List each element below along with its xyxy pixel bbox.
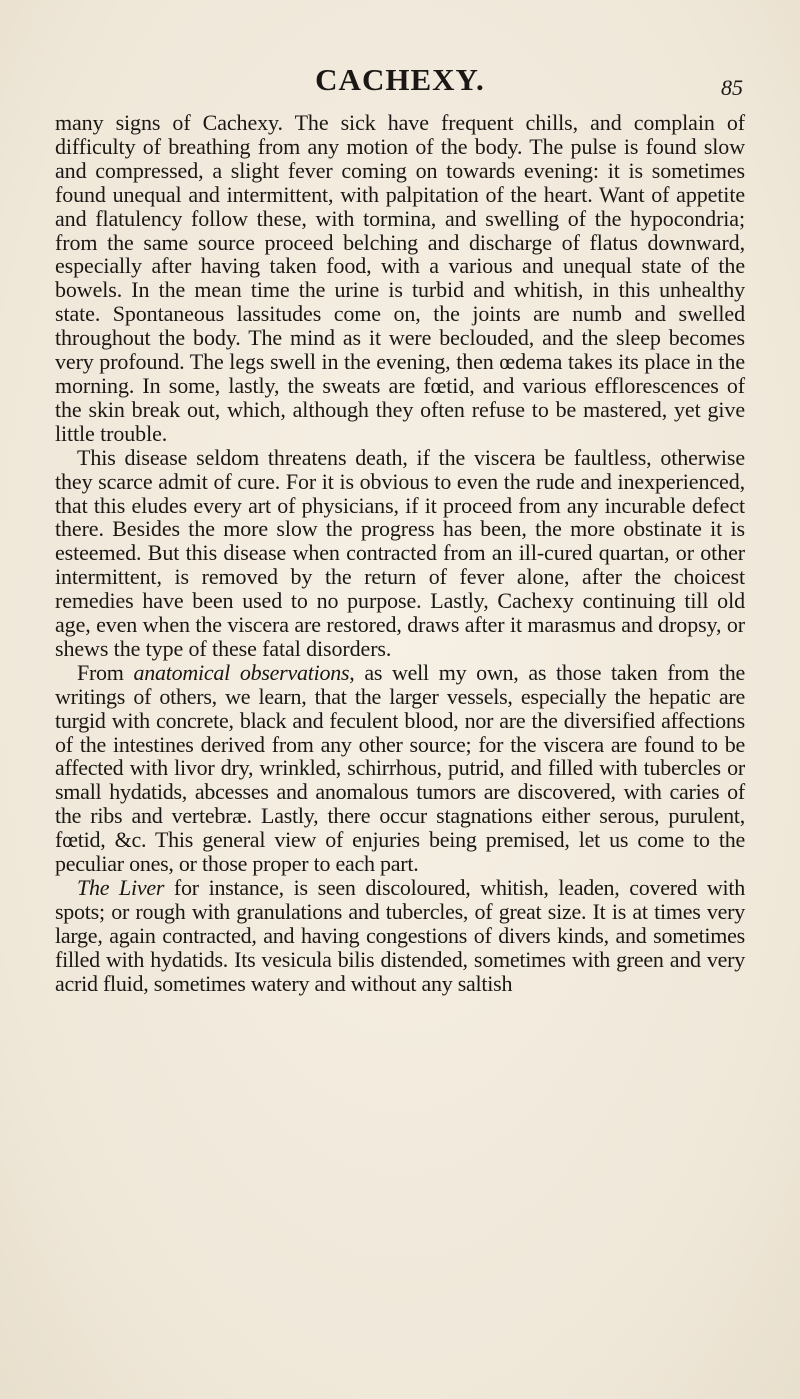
paragraph-3-italic: anatomical observations	[133, 659, 350, 685]
paragraph-4-italic: The Liver	[77, 875, 165, 900]
paragraph-3-lead: From	[77, 659, 134, 685]
running-title: CACHEXY.	[315, 62, 485, 97]
paragraph-2: This disease seldom threatens death, if the viscera be faultless, otherwise they scarce admit of cure. For it is obvious to even the rude and inexperienced, that this eludes every art of physicians, if it proceed from any incurable defect there. Besides the more slow the progress has been, the more obstinate it is esteemed. But this disease when contracted from an ill-cured quartan, or other intermittent, is removed by the return of fever alone, after the choicest remedies have been used to no purpose. Lastly, Cachexy continuing till old age, even when the viscera are restored, draws after it marasmus and dropsy, or shews the type of these fatal disorders.	[55, 444, 745, 661]
paragraph-3-rest: , as well my own, as those taken from the writings of others, we learn, that the larger vessels, especially the hepatic are turgid with concrete, black and feculent blood, nor are the diversified affections of the intestines derived from any other source; for the viscera are found to be affected with livor dry, wrinkled, schirrhous, putrid, and filled with tubercles or small hydatids, abcesses and anomalous tumors are discovered, with caries of the ribs and vertebræ. Lastly, there occur stagnations either serous, purulent, fœtid, &c. This general view of enjuries being premised, let us come to the peculiar ones, or those proper to each part.	[55, 659, 745, 877]
page-number: 85	[721, 75, 743, 100]
body-text	[55, 111, 745, 996]
paragraph-3	[55, 661, 745, 876]
page-header	[0, 60, 800, 100]
paragraph-4	[55, 876, 745, 996]
paragraph-1: many signs of Cachexy. The sick have frequent chills, and complain of difficulty of breathing from any motion of the body. The pulse is found slow and compressed, a slight fever coming on towards evening: it is sometimes found unequal and intermittent, with palpitation of the heart. Want of appetite and flatulency follow these, with tormina, and swelling of the hypocondria; from the same source proceed belching and discharge of flatus downward, especially after having taken food, with a various and unequal state of the bowels. In the mean time the urine is turbid and whitish, in this unhealthy state. Spontaneous lassitudes come on, the joints are numb and swelled throughout the body. The mind as it were beclouded, and the sleep becomes very profound. The legs swell in the evening, then œdema takes its place in the morning. In some, lastly, the sweats are fœtid, and various efflorescences of the skin break out, which, although they often refuse to be mastered, yet give little trouble.	[55, 110, 745, 446]
paragraph-4-rest: for instance, is seen discoloured, whitish, leaden, covered with spots; or rough with granulations and tubercles, of great size. It is at times very large, again contracted, and having congestions of divers kinds, and sometimes filled with hydatids. Its vesicula bilis distended, sometimes with green and very acrid fluid, sometimes watery and without any saltish	[55, 875, 745, 996]
